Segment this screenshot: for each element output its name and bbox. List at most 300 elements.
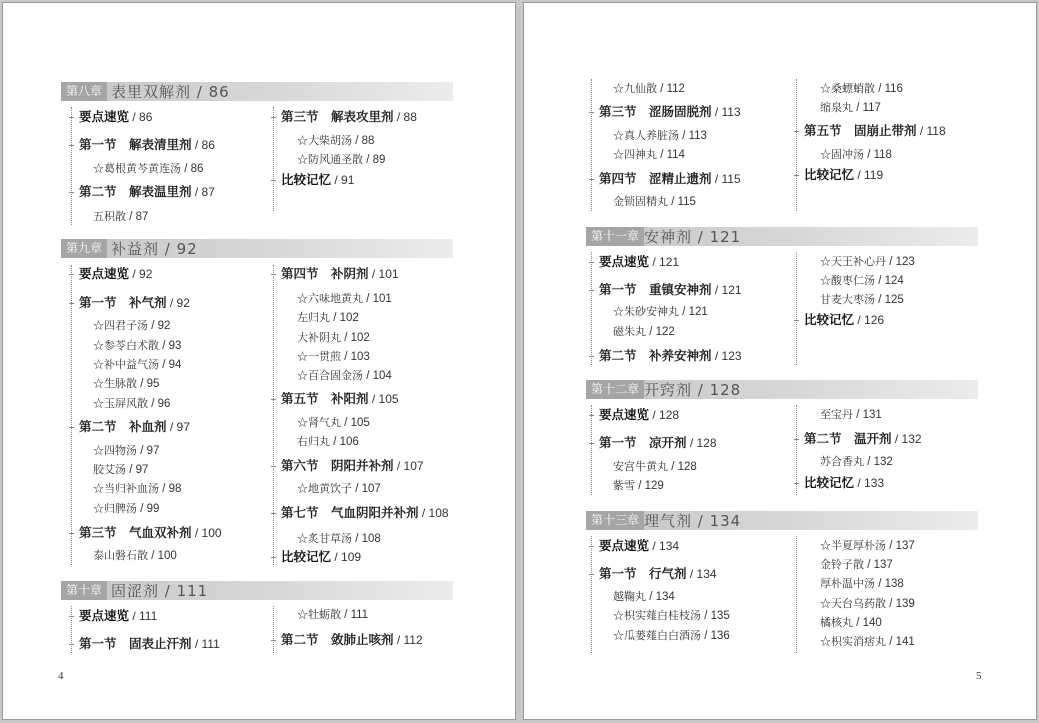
- entry-label: 要点速览: [79, 608, 130, 623]
- page-ref: / 105: [368, 392, 399, 406]
- formula-entry: [820, 254, 915, 270]
- formula-name: 苏合香丸: [820, 455, 864, 468]
- chapter-title: 开窍剂 / 128: [644, 381, 742, 399]
- formula-name: 左归丸: [297, 311, 330, 324]
- entry-label: 要点速览: [79, 266, 130, 281]
- formula-name: ☆天台乌药散: [820, 597, 886, 610]
- page-ref: / 116: [875, 83, 903, 95]
- entry-label: 第一节 补气剂: [79, 295, 167, 310]
- section-entry: [281, 632, 423, 648]
- leader-tick: [589, 356, 594, 357]
- summary-entry: [79, 608, 157, 624]
- page-ref: / 122: [646, 326, 675, 338]
- page-ref: / 132: [864, 456, 893, 468]
- formula-entry: [613, 628, 730, 644]
- page-ref: / 89: [363, 154, 386, 166]
- section-entry: [804, 431, 922, 447]
- page-ref: / 86: [181, 163, 204, 175]
- page-ref: / 94: [159, 359, 182, 371]
- column-rule: [591, 252, 592, 365]
- page-ref: / 134: [649, 539, 680, 553]
- formula-entry: [297, 133, 374, 149]
- entry-label: 比较记忆: [804, 475, 855, 490]
- page-ref: / 108: [352, 533, 381, 545]
- summary-entry: [804, 475, 884, 491]
- formula-entry: [297, 330, 370, 346]
- leader-tick: [69, 145, 74, 146]
- formula-entry: [297, 152, 385, 168]
- page-ref: / 134: [686, 567, 717, 581]
- page-ref: / 100: [148, 550, 177, 562]
- formula-entry: [613, 81, 685, 97]
- page-ref: / 99: [137, 503, 160, 515]
- formula-name: 紫雪: [613, 479, 635, 492]
- formula-entry: [297, 607, 368, 623]
- section-entry: [281, 109, 417, 125]
- page-ref: / 115: [711, 172, 741, 186]
- formula-entry: [820, 557, 893, 573]
- summary-entry: [79, 109, 152, 125]
- formula-name: ☆天王补心丹: [820, 255, 886, 268]
- formula-entry: [93, 161, 203, 177]
- page-ref: / 128: [649, 408, 680, 422]
- formula-entry: [613, 478, 664, 494]
- formula-entry: [93, 396, 170, 412]
- page-ref: / 137: [886, 540, 915, 552]
- formula-entry: [820, 576, 904, 592]
- entry-label: 要点速览: [599, 538, 650, 553]
- entry-label: 第四节 涩精止遗剂: [599, 171, 712, 186]
- formula-entry: [820, 100, 881, 116]
- chapter-number: 第十二章: [586, 380, 644, 399]
- formula-entry: [297, 481, 381, 497]
- entry-label: 第七节 气血阴阳并补剂: [281, 505, 419, 520]
- column-rule: [796, 79, 797, 211]
- page-ref: / 136: [701, 630, 730, 642]
- formula-entry: [820, 634, 915, 650]
- formula-entry: [820, 454, 893, 470]
- formula-entry: [93, 209, 148, 225]
- page-ref: / 115: [668, 196, 696, 208]
- page-ref: / 132: [891, 432, 922, 446]
- right-page: [523, 2, 1037, 720]
- chapter-header: [61, 581, 453, 600]
- section-entry: [79, 295, 190, 311]
- entry-label: 第一节 重镇安神剂: [599, 282, 712, 297]
- formula-name: 金铃子散: [820, 558, 864, 571]
- formula-name: ☆六味地黄丸: [297, 292, 363, 305]
- summary-entry: [599, 407, 679, 423]
- section-entry: [79, 636, 220, 652]
- entry-label: 第二节 敛肺止咳剂: [281, 632, 394, 647]
- page-ref: / 92: [148, 320, 171, 332]
- section-entry: [599, 171, 741, 187]
- leader-tick: [69, 644, 74, 645]
- leader-tick: [69, 303, 74, 304]
- section-entry: [599, 566, 717, 582]
- leader-tick: [271, 274, 276, 275]
- page-ref: / 114: [657, 149, 685, 161]
- section-entry: [281, 505, 449, 521]
- entry-label: 第二节 温开剂: [804, 431, 892, 446]
- entry-label: 第五节 固崩止带剂: [804, 123, 917, 138]
- summary-entry: [281, 172, 354, 188]
- entry-label: 第二节 补养安神剂: [599, 348, 712, 363]
- leader-tick: [794, 483, 799, 484]
- entry-label: 要点速览: [599, 407, 650, 422]
- page-ref: / 102: [341, 332, 370, 344]
- formula-entry: [93, 357, 181, 373]
- page-ref: / 86: [191, 138, 215, 152]
- page-ref: / 87: [191, 185, 215, 199]
- page-ref: / 91: [331, 173, 355, 187]
- chapter-number: 第十三章: [586, 511, 644, 530]
- formula-name: ☆防风通圣散: [297, 153, 363, 166]
- formula-name: ☆枳实薤白桂枝汤: [613, 609, 701, 622]
- formula-entry: [613, 608, 730, 624]
- entry-label: 第二节 解表温里剂: [79, 184, 192, 199]
- entry-label: 第五节 补阳剂: [281, 391, 369, 406]
- page-ref: / 133: [854, 476, 885, 490]
- entry-label: 第一节 固表止汗剂: [79, 636, 192, 651]
- entry-label: 第四节 补阴剂: [281, 266, 369, 281]
- chapter-header: [61, 239, 453, 258]
- chapter-header: [586, 227, 978, 246]
- page-ref: / 118: [864, 149, 892, 161]
- leader-tick: [69, 533, 74, 534]
- page-ref: / 121: [679, 306, 708, 318]
- page-ref: / 141: [886, 636, 915, 648]
- formula-entry: [93, 376, 159, 392]
- column-rule: [591, 79, 592, 211]
- formula-entry: [613, 589, 675, 605]
- page-ref: / 88: [352, 135, 375, 147]
- page-ref: / 121: [711, 283, 742, 297]
- entry-label: 第一节 解表清里剂: [79, 137, 192, 152]
- entry-label: 比较记忆: [804, 312, 855, 327]
- page-ref: / 134: [646, 591, 675, 603]
- formula-name: ☆四神丸: [613, 148, 657, 161]
- formula-name: 金锁固精丸: [613, 195, 668, 208]
- entry-label: 要点速览: [599, 254, 650, 269]
- page-ref: / 111: [129, 609, 158, 623]
- formula-name: 厚朴温中汤: [820, 577, 875, 590]
- formula-name: ☆归脾汤: [93, 502, 137, 515]
- formula-name: ☆酸枣仁汤: [820, 274, 875, 287]
- page-ref: / 139: [886, 598, 915, 610]
- formula-name: ☆百合固金汤: [297, 369, 363, 382]
- page-ref: / 118: [916, 124, 946, 138]
- leader-tick: [271, 513, 276, 514]
- section-entry: [79, 525, 222, 541]
- page-ref: / 129: [635, 480, 664, 492]
- leader-tick: [69, 274, 74, 275]
- summary-entry: [599, 254, 679, 270]
- page-ref: / 104: [363, 370, 392, 382]
- formula-name: 甘麦大枣汤: [820, 293, 875, 306]
- section-entry: [281, 391, 399, 407]
- page-ref: / 109: [331, 550, 362, 564]
- page-number: 4: [58, 670, 64, 682]
- formula-name: ☆固冲汤: [820, 148, 864, 161]
- entry-label: 第一节 行气剂: [599, 566, 687, 581]
- entry-label: 比较记忆: [804, 167, 855, 182]
- formula-entry: [613, 459, 697, 475]
- page-ref: / 95: [137, 378, 160, 390]
- leader-tick: [589, 443, 594, 444]
- page-ref: / 103: [341, 351, 370, 363]
- formula-name: 橘核丸: [820, 616, 853, 629]
- formula-entry: [297, 310, 359, 326]
- column-rule: [796, 536, 797, 653]
- formula-name: 右归丸: [297, 435, 330, 448]
- entry-label: 第三节 解表攻里剂: [281, 109, 394, 124]
- page-ref: / 100: [191, 526, 222, 540]
- leader-tick: [271, 117, 276, 118]
- entry-label: 第六节 阴阳并补剂: [281, 458, 394, 473]
- column-rule: [71, 265, 72, 565]
- column-rule: [796, 405, 797, 495]
- formula-name: ☆参苓白术散: [93, 339, 159, 352]
- page-ref: / 88: [393, 110, 417, 124]
- formula-name: ☆一贯煎: [297, 350, 341, 363]
- leader-tick: [69, 427, 74, 428]
- formula-name: ☆当归补血汤: [93, 482, 159, 495]
- page-ref: / 125: [875, 294, 904, 306]
- section-entry: [281, 266, 399, 282]
- page-ref: / 123: [711, 349, 742, 363]
- column-rule: [591, 536, 592, 653]
- leader-tick: [271, 180, 276, 181]
- formula-name: ☆瓜蒌薤白白酒汤: [613, 629, 701, 642]
- chapter-number: 第十章: [61, 581, 107, 600]
- page-ref: / 126: [854, 313, 885, 327]
- formula-name: ☆真人养脏汤: [613, 129, 679, 142]
- leader-tick: [589, 546, 594, 547]
- formula-name: ☆四物汤: [93, 444, 137, 457]
- leader-tick: [271, 640, 276, 641]
- section-entry: [599, 282, 742, 298]
- left-page: [2, 2, 516, 720]
- page-ref: / 97: [126, 464, 149, 476]
- chapter-header: [586, 511, 978, 530]
- formula-name: 泰山磐石散: [93, 549, 148, 562]
- page-ref: / 113: [711, 105, 741, 119]
- column-rule: [796, 252, 797, 365]
- column-rule: [273, 606, 274, 653]
- formula-name: ☆九仙散: [613, 82, 657, 95]
- page-number: 5: [976, 670, 982, 682]
- section-entry: [599, 348, 742, 364]
- formula-entry: [93, 318, 170, 334]
- formula-entry: [297, 531, 381, 547]
- leader-tick: [589, 574, 594, 575]
- formula-entry: [93, 548, 177, 564]
- formula-name: ☆大柴胡汤: [297, 134, 352, 147]
- entry-label: 第一节 凉开剂: [599, 435, 687, 450]
- formula-entry: [297, 434, 359, 450]
- formula-entry: [820, 596, 915, 612]
- formula-name: 五积散: [93, 210, 126, 223]
- formula-entry: [93, 443, 159, 459]
- chapter-header: [61, 82, 453, 101]
- leader-tick: [794, 320, 799, 321]
- page-ref: / 96: [148, 398, 171, 410]
- formula-entry: [613, 304, 708, 320]
- page-ref: / 128: [686, 436, 717, 450]
- page-ref: / 87: [126, 211, 149, 223]
- page-ref: / 111: [341, 609, 369, 621]
- formula-name: ☆枳实消痞丸: [820, 635, 886, 648]
- formula-name: ☆炙甘草汤: [297, 532, 352, 545]
- page-ref: / 92: [129, 267, 153, 281]
- leader-tick: [589, 290, 594, 291]
- formula-name: 大补阴丸: [297, 331, 341, 344]
- formula-name: 至宝丹: [820, 408, 853, 421]
- chapter-number: 第九章: [61, 239, 107, 258]
- formula-entry: [613, 194, 696, 210]
- chapter-title: 理气剂 / 134: [644, 512, 742, 530]
- leader-tick: [589, 179, 594, 180]
- formula-name: ☆牡蛎散: [297, 608, 341, 621]
- formula-entry: [820, 273, 904, 289]
- formula-name: ☆地黄饮子: [297, 482, 352, 495]
- formula-name: ☆四君子汤: [93, 319, 148, 332]
- formula-name: 磁朱丸: [613, 325, 646, 338]
- page-ref: / 105: [341, 417, 370, 429]
- leader-tick: [589, 112, 594, 113]
- page-ref: / 131: [853, 409, 882, 421]
- page-ref: / 97: [137, 445, 160, 457]
- section-entry: [79, 419, 190, 435]
- entry-label: 比较记忆: [281, 172, 332, 187]
- column-rule: [71, 107, 72, 225]
- formula-entry: [613, 128, 707, 144]
- entry-label: 要点速览: [79, 109, 130, 124]
- chapter-title: 表里双解剂 / 86: [111, 83, 230, 101]
- formula-entry: [297, 415, 370, 431]
- formula-entry: [613, 324, 675, 340]
- page-ref: / 135: [701, 610, 730, 622]
- formula-name: 缩泉丸: [820, 101, 853, 114]
- page-ref: / 98: [159, 483, 182, 495]
- leader-tick: [794, 175, 799, 176]
- section-entry: [79, 184, 215, 200]
- formula-entry: [93, 481, 181, 497]
- chapter-title: 固涩剂 / 111: [111, 582, 209, 600]
- leader-tick: [271, 557, 276, 558]
- formula-name: ☆补中益气汤: [93, 358, 159, 371]
- chapter-title: 安神剂 / 121: [644, 228, 742, 246]
- formula-name: ☆桑螵蛸散: [820, 82, 875, 95]
- formula-entry: [820, 147, 892, 163]
- chapter-header: [586, 380, 978, 399]
- page-ref: / 112: [393, 633, 423, 647]
- page-ref: / 101: [363, 293, 392, 305]
- leader-tick: [271, 399, 276, 400]
- page-ref: / 112: [657, 83, 685, 95]
- section-entry: [79, 137, 215, 153]
- page-ref: / 86: [129, 110, 153, 124]
- summary-entry: [804, 312, 884, 328]
- entry-label: 第三节 涩肠固脱剂: [599, 104, 712, 119]
- column-rule: [591, 405, 592, 495]
- page-ref: / 113: [679, 130, 707, 142]
- section-entry: [599, 435, 717, 451]
- page-ref: / 108: [418, 506, 449, 520]
- formula-name: ☆朱砂安神丸: [613, 305, 679, 318]
- formula-name: ☆玉屏风散: [93, 397, 148, 410]
- formula-name: 胶艾汤: [93, 463, 126, 476]
- chapter-number: 第十一章: [586, 227, 644, 246]
- formula-name: ☆生脉散: [93, 377, 137, 390]
- page-ref: / 121: [649, 255, 680, 269]
- section-entry: [804, 123, 946, 139]
- page-ref: / 107: [393, 459, 424, 473]
- page-ref: / 97: [166, 420, 190, 434]
- summary-entry: [79, 266, 152, 282]
- formula-entry: [820, 292, 904, 308]
- page-ref: / 124: [875, 275, 904, 287]
- formula-entry: [613, 147, 685, 163]
- entry-label: 比较记忆: [281, 549, 332, 564]
- page-ref: / 106: [330, 436, 359, 448]
- formula-entry: [297, 349, 370, 365]
- formula-entry: [820, 407, 882, 423]
- leader-tick: [794, 131, 799, 132]
- leader-tick: [69, 616, 74, 617]
- page-ref: / 117: [853, 102, 881, 114]
- formula-name: ☆葛根黄芩黄连汤: [93, 162, 181, 175]
- column-rule: [273, 265, 274, 565]
- leader-tick: [69, 192, 74, 193]
- formula-name: 安宫牛黄丸: [613, 460, 668, 473]
- page-ref: / 137: [864, 559, 893, 571]
- page-ref: / 123: [886, 256, 915, 268]
- formula-entry: [93, 501, 159, 517]
- formula-entry: [93, 338, 181, 354]
- page-ref: / 111: [191, 637, 220, 651]
- formula-entry: [297, 368, 392, 384]
- summary-entry: [804, 167, 883, 183]
- page-ref: / 128: [668, 461, 697, 473]
- page-ref: / 102: [330, 312, 359, 324]
- formula-name: ☆半夏厚朴汤: [820, 539, 886, 552]
- page-ref: / 140: [853, 617, 882, 629]
- formula-entry: [820, 615, 882, 631]
- formula-entry: [93, 462, 148, 478]
- summary-entry: [281, 549, 361, 565]
- leader-tick: [271, 466, 276, 467]
- leader-tick: [69, 117, 74, 118]
- leader-tick: [794, 439, 799, 440]
- page-ref: / 101: [368, 267, 399, 281]
- page-ref: / 107: [352, 483, 381, 495]
- entry-label: 第三节 气血双补剂: [79, 525, 192, 540]
- formula-entry: [820, 538, 915, 554]
- formula-name: ☆肾气丸: [297, 416, 341, 429]
- page-ref: / 92: [166, 296, 190, 310]
- formula-entry: [297, 291, 392, 307]
- leader-tick: [589, 415, 594, 416]
- chapter-number: 第八章: [61, 82, 107, 101]
- column-rule: [273, 107, 274, 211]
- chapter-title: 补益剂 / 92: [111, 240, 198, 258]
- section-entry: [599, 104, 741, 120]
- entry-label: 第二节 补血剂: [79, 419, 167, 434]
- section-entry: [281, 458, 424, 474]
- page-ref: / 138: [875, 578, 904, 590]
